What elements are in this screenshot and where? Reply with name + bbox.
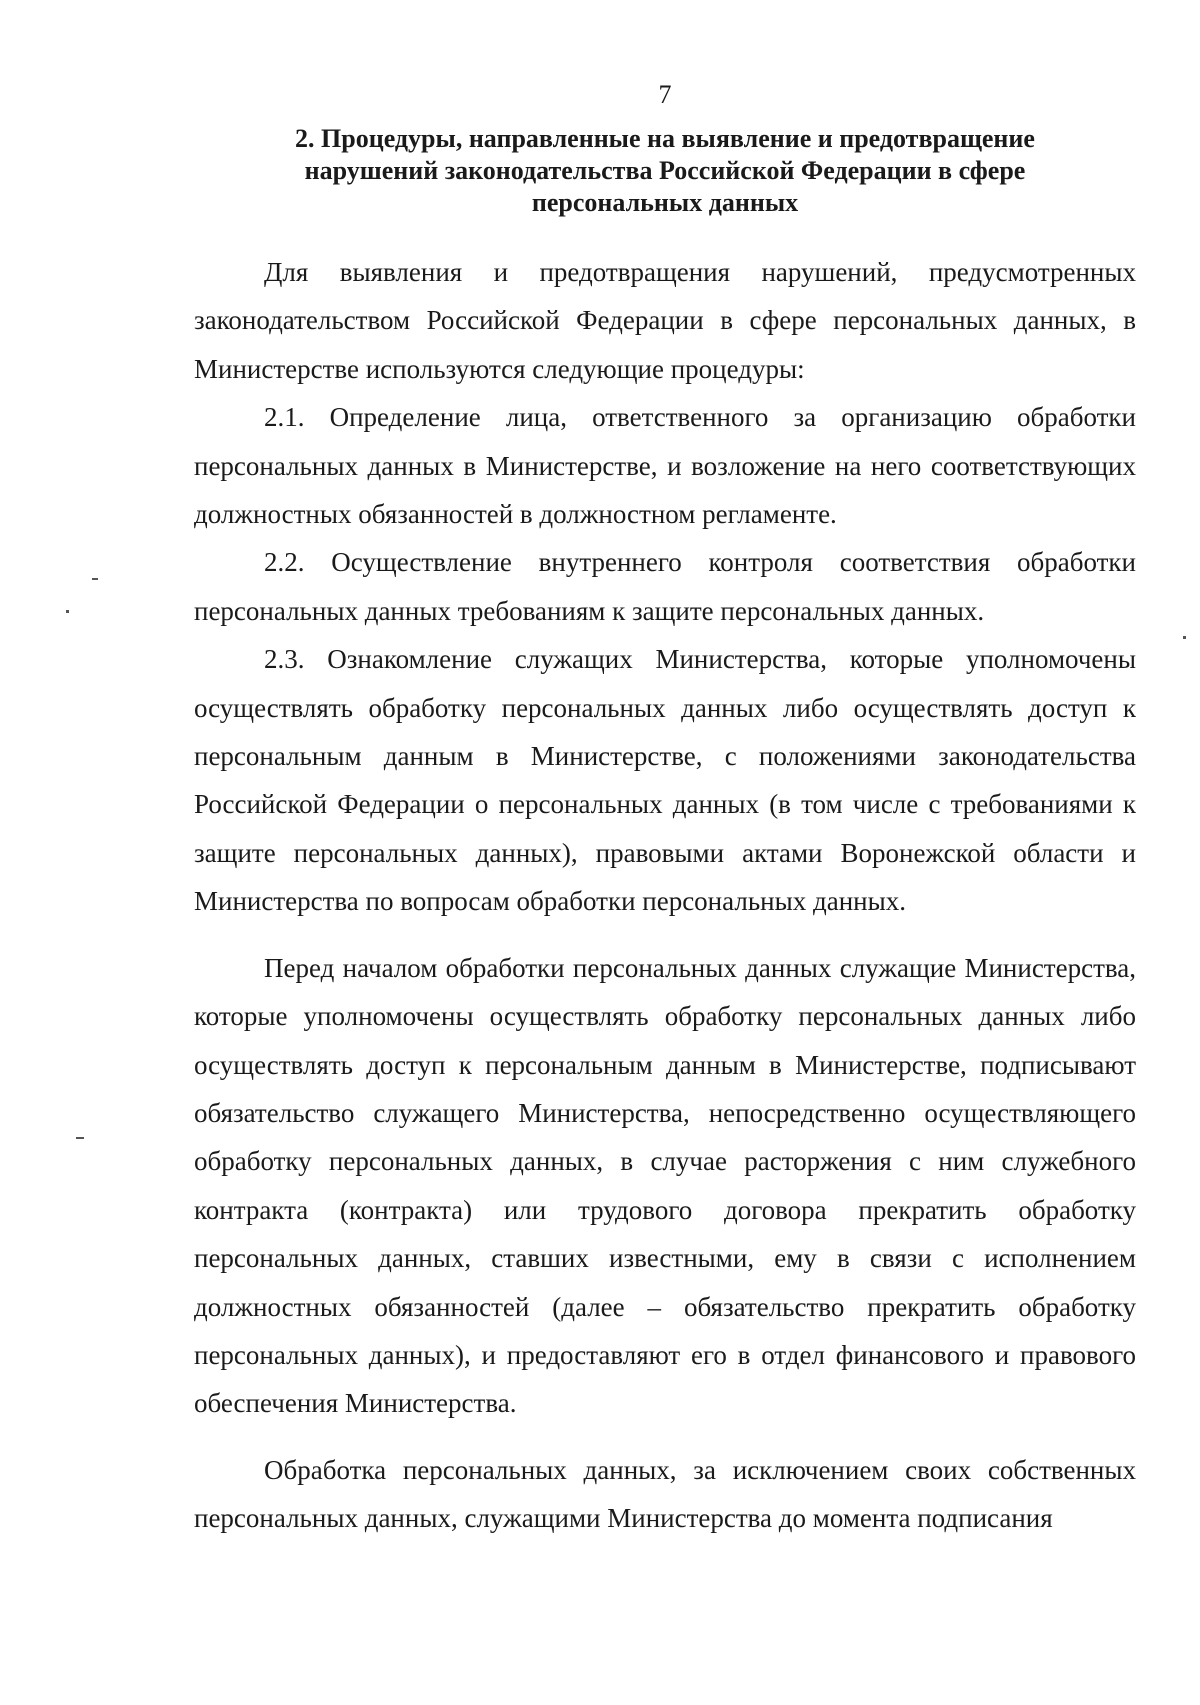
paragraph-2-2: 2.2. Осуществление внутреннего контроля соответствия обработки персональных данных требованиям к защите персональных данных. bbox=[194, 547, 1136, 626]
scan-mark bbox=[66, 610, 69, 613]
scan-mark bbox=[1183, 636, 1186, 639]
scan-mark bbox=[76, 1137, 84, 1139]
paragraph-obligation: Перед началом обработки персональных данных служащие Министерства, которые уполномочены осуществлять обработку персональных данных либо осуществлять доступ к персональным данным в Министерстве, подписывают обязательство служащего Министерства, непосредственно осуществляющего обработку персональных данных, в случае расторжения с ним служебного контракта (контракта) или трудового договора прекратить обработку персональных данных, ставших известными, ему в связи с исполнением должностных обязанностей (далее – обязательство прекратить обработку персональных данных), и предоставляют его в отдел финансового и правового обеспечения Министерства. bbox=[194, 952, 1136, 1419]
heading-line: 2. Процедуры, направленные на выявление и предотвращение bbox=[295, 124, 1035, 153]
section-heading bbox=[255, 123, 1075, 219]
paragraph-intro: Для выявления и предотвращения нарушений, предусмотренных законодательством Российской Федерации в сфере персональных данных, в Министерстве используются следующие процедуры: bbox=[194, 257, 1136, 384]
scan-mark bbox=[92, 578, 98, 580]
paragraph-processing: Обработка персональных данных, за исключением своих собственных персональных данных, служащими Министерства до момента подписания bbox=[194, 1454, 1136, 1534]
heading-line: персональных данных bbox=[531, 188, 799, 217]
heading-line: нарушений законодательства Российской Федерации в сфере bbox=[304, 156, 1026, 185]
page-number: 7 bbox=[658, 80, 672, 109]
document-body bbox=[194, 248, 1136, 1543]
paragraph-2-3: 2.3. Ознакомление служащих Министерства, которые уполномочены осуществлять обработку персональных данных либо осуществлять доступ к персональным данным в Министерстве, с положениями законодательства Российской Федерации о персональных данных (в том числе с требованиями к защите персональных данных), правовыми актами Воронежской области и Министерства по вопросам обработки персональных данных. bbox=[194, 644, 1136, 917]
paragraph-2-1: 2.1. Определение лица, ответственного за организацию обработки персональных данных в Министерстве, и возложение на него соответствующих должностных обязанностей в должностном регламенте. bbox=[194, 402, 1136, 530]
